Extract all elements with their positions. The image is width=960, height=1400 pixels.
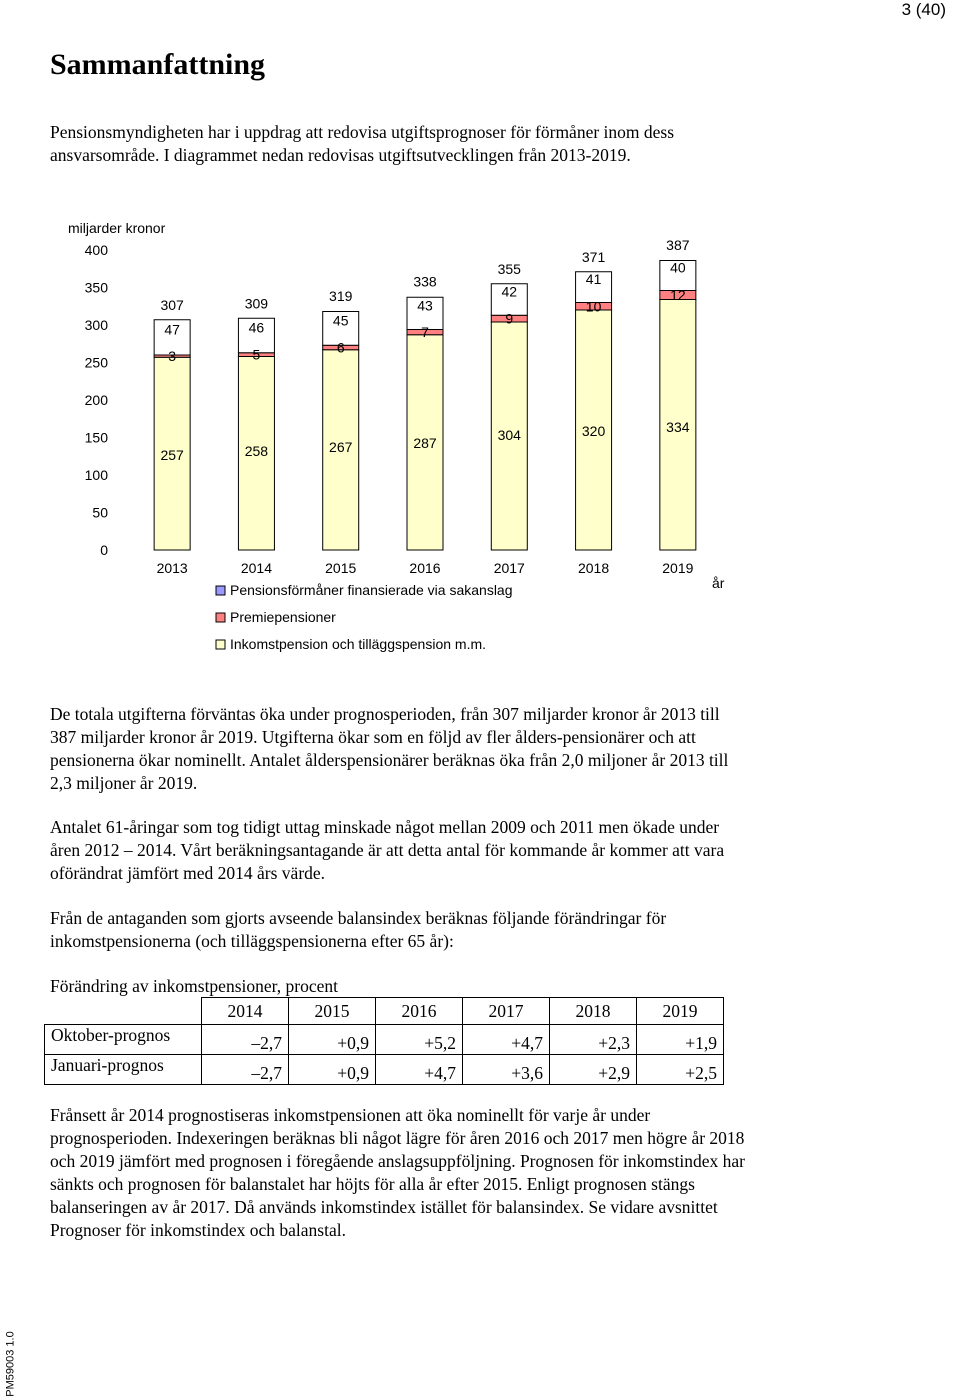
x-tick-label: 2016 (409, 560, 441, 576)
data-label-premiepension: 12 (670, 287, 686, 303)
page-title: Sammanfattning (50, 48, 266, 81)
data-label-sakanslag: 46 (248, 319, 265, 336)
data-label-premiepension: 10 (585, 298, 602, 315)
table-row (45, 1025, 724, 1055)
y-tick-label: 400 (84, 242, 108, 258)
year-header: 2017 (463, 998, 550, 1025)
table-row (45, 1055, 724, 1085)
legend-label: Pensionsförmåner finansierade via sakanslag (230, 582, 513, 598)
y-tick-label: 50 (92, 504, 108, 521)
x-tick-label: 2019 (662, 560, 694, 576)
legend-swatch (216, 613, 225, 622)
year-header: 2016 (376, 998, 463, 1025)
x-tick-label: 2015 (325, 560, 357, 576)
data-label-sakanslag: 42 (501, 283, 518, 300)
table-corner (45, 998, 202, 1025)
data-label-inkomstpension: 257 (160, 447, 184, 463)
x-tick-label: 2017 (493, 560, 525, 576)
table-header-row (45, 998, 724, 1025)
data-label-inkomstpension: 320 (581, 423, 606, 439)
table-cell: +2,5 (637, 1055, 724, 1085)
y-tick-label: 0 (100, 542, 108, 558)
year-header: 2019 (637, 998, 724, 1025)
data-label-sakanslag: 45 (332, 312, 349, 329)
x-tick-label: 2018 (577, 560, 610, 576)
data-label-sakanslag: 41 (585, 271, 602, 288)
paragraph-totals: De totala utgifterna förväntas öka under prognosperioden, från 307 miljarder kronor år 2013 till 387 miljarder kronor år 2019. Utgifterna ökar som en följd av fler ålders-pensionärer och att pensionerna ökar nominellt. Antalet ålderspensionärer beräknas öka från 2,0 miljoner år 2013 till 2,3 miljoner år 2019. (50, 704, 729, 793)
x-axis-label: år (712, 575, 725, 591)
data-label-sakanslag: 43 (417, 297, 433, 314)
row-label: Oktober-prognos (45, 1025, 202, 1055)
year-header: 2018 (550, 998, 637, 1025)
y-tick-label: 350 (84, 279, 108, 296)
data-label-total: 307 (160, 296, 184, 313)
year-header: 2015 (289, 998, 376, 1025)
table-cell: +3,6 (463, 1055, 550, 1085)
y-tick-label: 200 (84, 392, 108, 408)
legend-label: Premiepensioner (230, 609, 336, 625)
document-code: PM59003 1.0 (4, 1331, 17, 1397)
expenditure-chart (0, 0, 960, 680)
data-label-premiepension: 5 (252, 346, 261, 363)
row-label: Januari-prognos (45, 1055, 202, 1085)
table-cell: +4,7 (463, 1025, 550, 1055)
intro-paragraph: Pensionsmyndigheten har i uppdrag att redovisa utgiftsprognoser för förmåner inom dess ansvarsområde. I diagrammet nedan redovisas utgiftsutvecklingen från 2013-2019. (50, 122, 675, 165)
table-caption: Förändring av inkomstpensioner, procent (50, 976, 338, 996)
legend-swatch (216, 586, 225, 595)
y-axis-label: miljarder kronor (68, 220, 166, 236)
paragraph-balance-index: Från de antaganden som gjorts avseende balansindex beräknas följande förändringar för inkomstpensionerna (och tilläggspensionerna efter 65 år): (50, 908, 667, 951)
paragraph-closing: Frånsett år 2014 prognostiseras inkomstpensionen att öka nominellt för varje år under prognosperioden. Indexeringen beräknas bli något lägre för åren 2016 och 2017 men högre år 2018 och 2019 jämfört med prognosen i föregående anslagsuppföljning. Prognosen för inkomstindex har sänkts och prognosen för balanstalet har höjts för alla år efter 2015. Enligt prognosen stängs balanseringen av år 2017. Då används inkomstindex istället för balansindex. Se vidare avsnittet Prognoser för inkomstindex och balanstal. (50, 1105, 745, 1240)
data-label-total: 338 (413, 273, 437, 290)
paragraph-early-withdrawal: Antalet 61-åringar som tog tidigt uttag minskade något mellan 2009 och 2011 men ökade under åren 2012 – 2014. Vårt beräkningsantagande är att detta antal för kommande år kommer att vara oförändrat jämfört med 2014 års värde. (50, 817, 725, 883)
data-label-total: 387 (666, 236, 690, 253)
data-label-sakanslag: 47 (164, 321, 180, 338)
y-tick-label: 150 (84, 429, 108, 446)
data-label-total: 355 (497, 260, 521, 277)
y-tick-label: 250 (84, 354, 108, 371)
y-tick-label: 100 (84, 467, 108, 483)
table-cell: +4,7 (376, 1055, 463, 1085)
data-label-total: 319 (329, 287, 353, 304)
legend-swatch (216, 640, 225, 649)
data-label-sakanslag: 40 (670, 259, 686, 276)
y-tick-label: 300 (84, 317, 108, 333)
data-label-premiepension: 9 (505, 310, 514, 327)
table-cell: +0,9 (289, 1055, 376, 1085)
year-header: 2014 (202, 998, 289, 1025)
data-label-premiepension: 6 (336, 339, 345, 356)
data-label-inkomstpension: 258 (244, 443, 269, 459)
data-label-premiepension: 3 (168, 348, 177, 365)
table-cell: +0,9 (289, 1025, 376, 1055)
data-label-total: 309 (244, 295, 269, 312)
data-label-total: 371 (581, 248, 606, 265)
table-cell: –2,7 (202, 1025, 289, 1055)
data-label-premiepension: 7 (421, 324, 429, 341)
table-cell: –2,7 (202, 1055, 289, 1085)
data-label-inkomstpension: 304 (497, 427, 521, 443)
table-cell: +5,2 (376, 1025, 463, 1055)
table-cell: +1,9 (637, 1025, 724, 1055)
data-label-inkomstpension: 287 (413, 435, 437, 451)
data-label-inkomstpension: 334 (666, 419, 690, 435)
legend-label: Inkomstpension och tilläggspension m.m. (230, 636, 487, 652)
table-cell: +2,3 (550, 1025, 637, 1055)
x-tick-label: 2013 (156, 560, 188, 576)
table-cell: +2,9 (550, 1055, 637, 1085)
forecast-table (44, 997, 724, 1085)
page-number: 3 (40) (901, 0, 946, 19)
data-label-inkomstpension: 267 (329, 439, 353, 455)
x-tick-label: 2014 (240, 560, 273, 576)
